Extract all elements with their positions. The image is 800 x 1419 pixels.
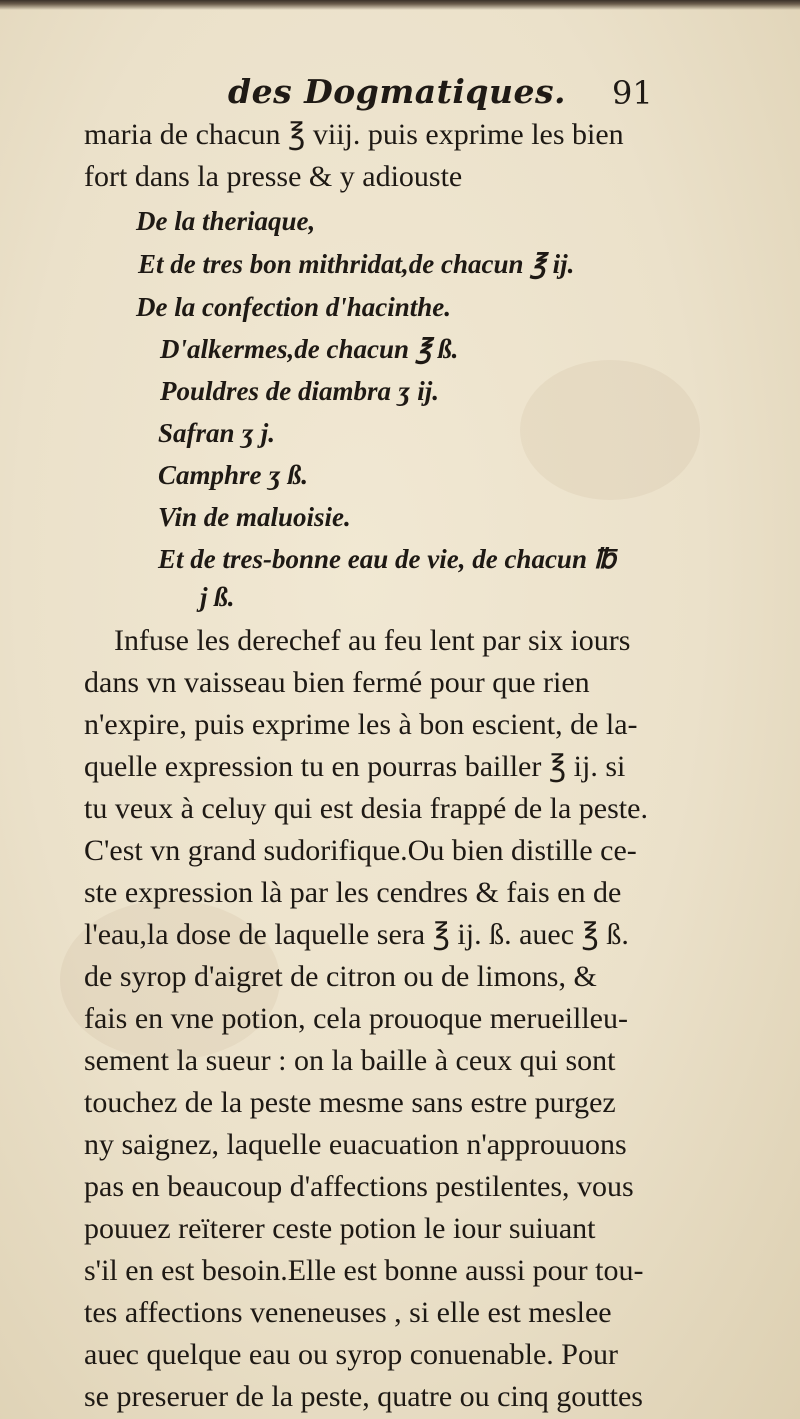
text-line: ste expression là par les cendres & fais en de — [84, 876, 622, 909]
recipe-line: Et de tres bon mithridat,de chacun ℥ ij. — [138, 249, 575, 279]
recipe-line: Safran ʒ j. — [158, 418, 276, 448]
text-line: s'il en est besoin.Elle est bonne aussi pour tou- — [84, 1254, 644, 1287]
text-line: quelle expression tu en pourras bailler ℥ ij. si — [84, 750, 626, 783]
text-line: l'eau,la dose de laquelle sera ℥ ij. ß. auec ℥ ß. — [84, 918, 629, 951]
recipe-line: D'alkermes,de chacun ℥ ß. — [160, 334, 459, 364]
text-line: ny saignez, laquelle euacuation n'approuuons — [84, 1128, 627, 1161]
text-line: C'est vn grand sudorifique.Ou bien distille ce- — [84, 834, 637, 867]
text-line: se preseruer de la peste, quatre ou cinq gouttes — [84, 1380, 643, 1413]
recipe-line: De la theriaque, — [136, 206, 316, 236]
text-line: dans vn vaisseau bien fermé pour que rien — [84, 666, 590, 699]
text-line: pouuez reïterer ceste potion le iour suiuant — [84, 1212, 596, 1245]
recipe-line: j ß. — [200, 582, 235, 612]
text-line: n'expire, puis exprime les à bon escient, de la- — [84, 708, 638, 741]
recipe-line: Camphre ʒ ß. — [158, 460, 308, 490]
text-line: tu veux à celuy qui est desia frappé de la peste. — [84, 792, 648, 825]
text-line: tes affections veneneuses , si elle est meslee — [84, 1296, 612, 1329]
text-line: Infuse les derechef au feu lent par six iours — [114, 624, 631, 657]
text-line: auec quelque eau ou syrop conuenable. Pour — [84, 1338, 618, 1371]
text-line: sement la sueur : on la baille à ceux qui sont — [84, 1044, 616, 1077]
text-line: pas en beaucoup d'affections pestilentes, vous — [84, 1170, 634, 1203]
recipe-line: Pouldres de diambra ʒ ij. — [160, 376, 439, 406]
text-line: de syrop d'aigret de citron ou de limons, & — [84, 960, 597, 993]
recipe-line: Vin de maluoisie. — [158, 502, 351, 532]
text-line: touchez de la peste mesme sans estre purgez — [84, 1086, 616, 1119]
text-line: maria de chacun ℥ viij. puis exprime les bien — [84, 118, 624, 151]
running-title: des Dogmatiques. — [228, 72, 567, 111]
recipe-line: Et de tres-bonne eau de vie, de chacun ℔ — [158, 544, 616, 574]
text-line: fort dans la presse & y adiouste — [84, 160, 463, 193]
page-number: 91 — [612, 74, 653, 112]
recipe-line: De la confection d'hacinthe. — [136, 292, 451, 322]
text-line: fais en vne potion, cela prouoque merueilleu- — [84, 1002, 628, 1035]
